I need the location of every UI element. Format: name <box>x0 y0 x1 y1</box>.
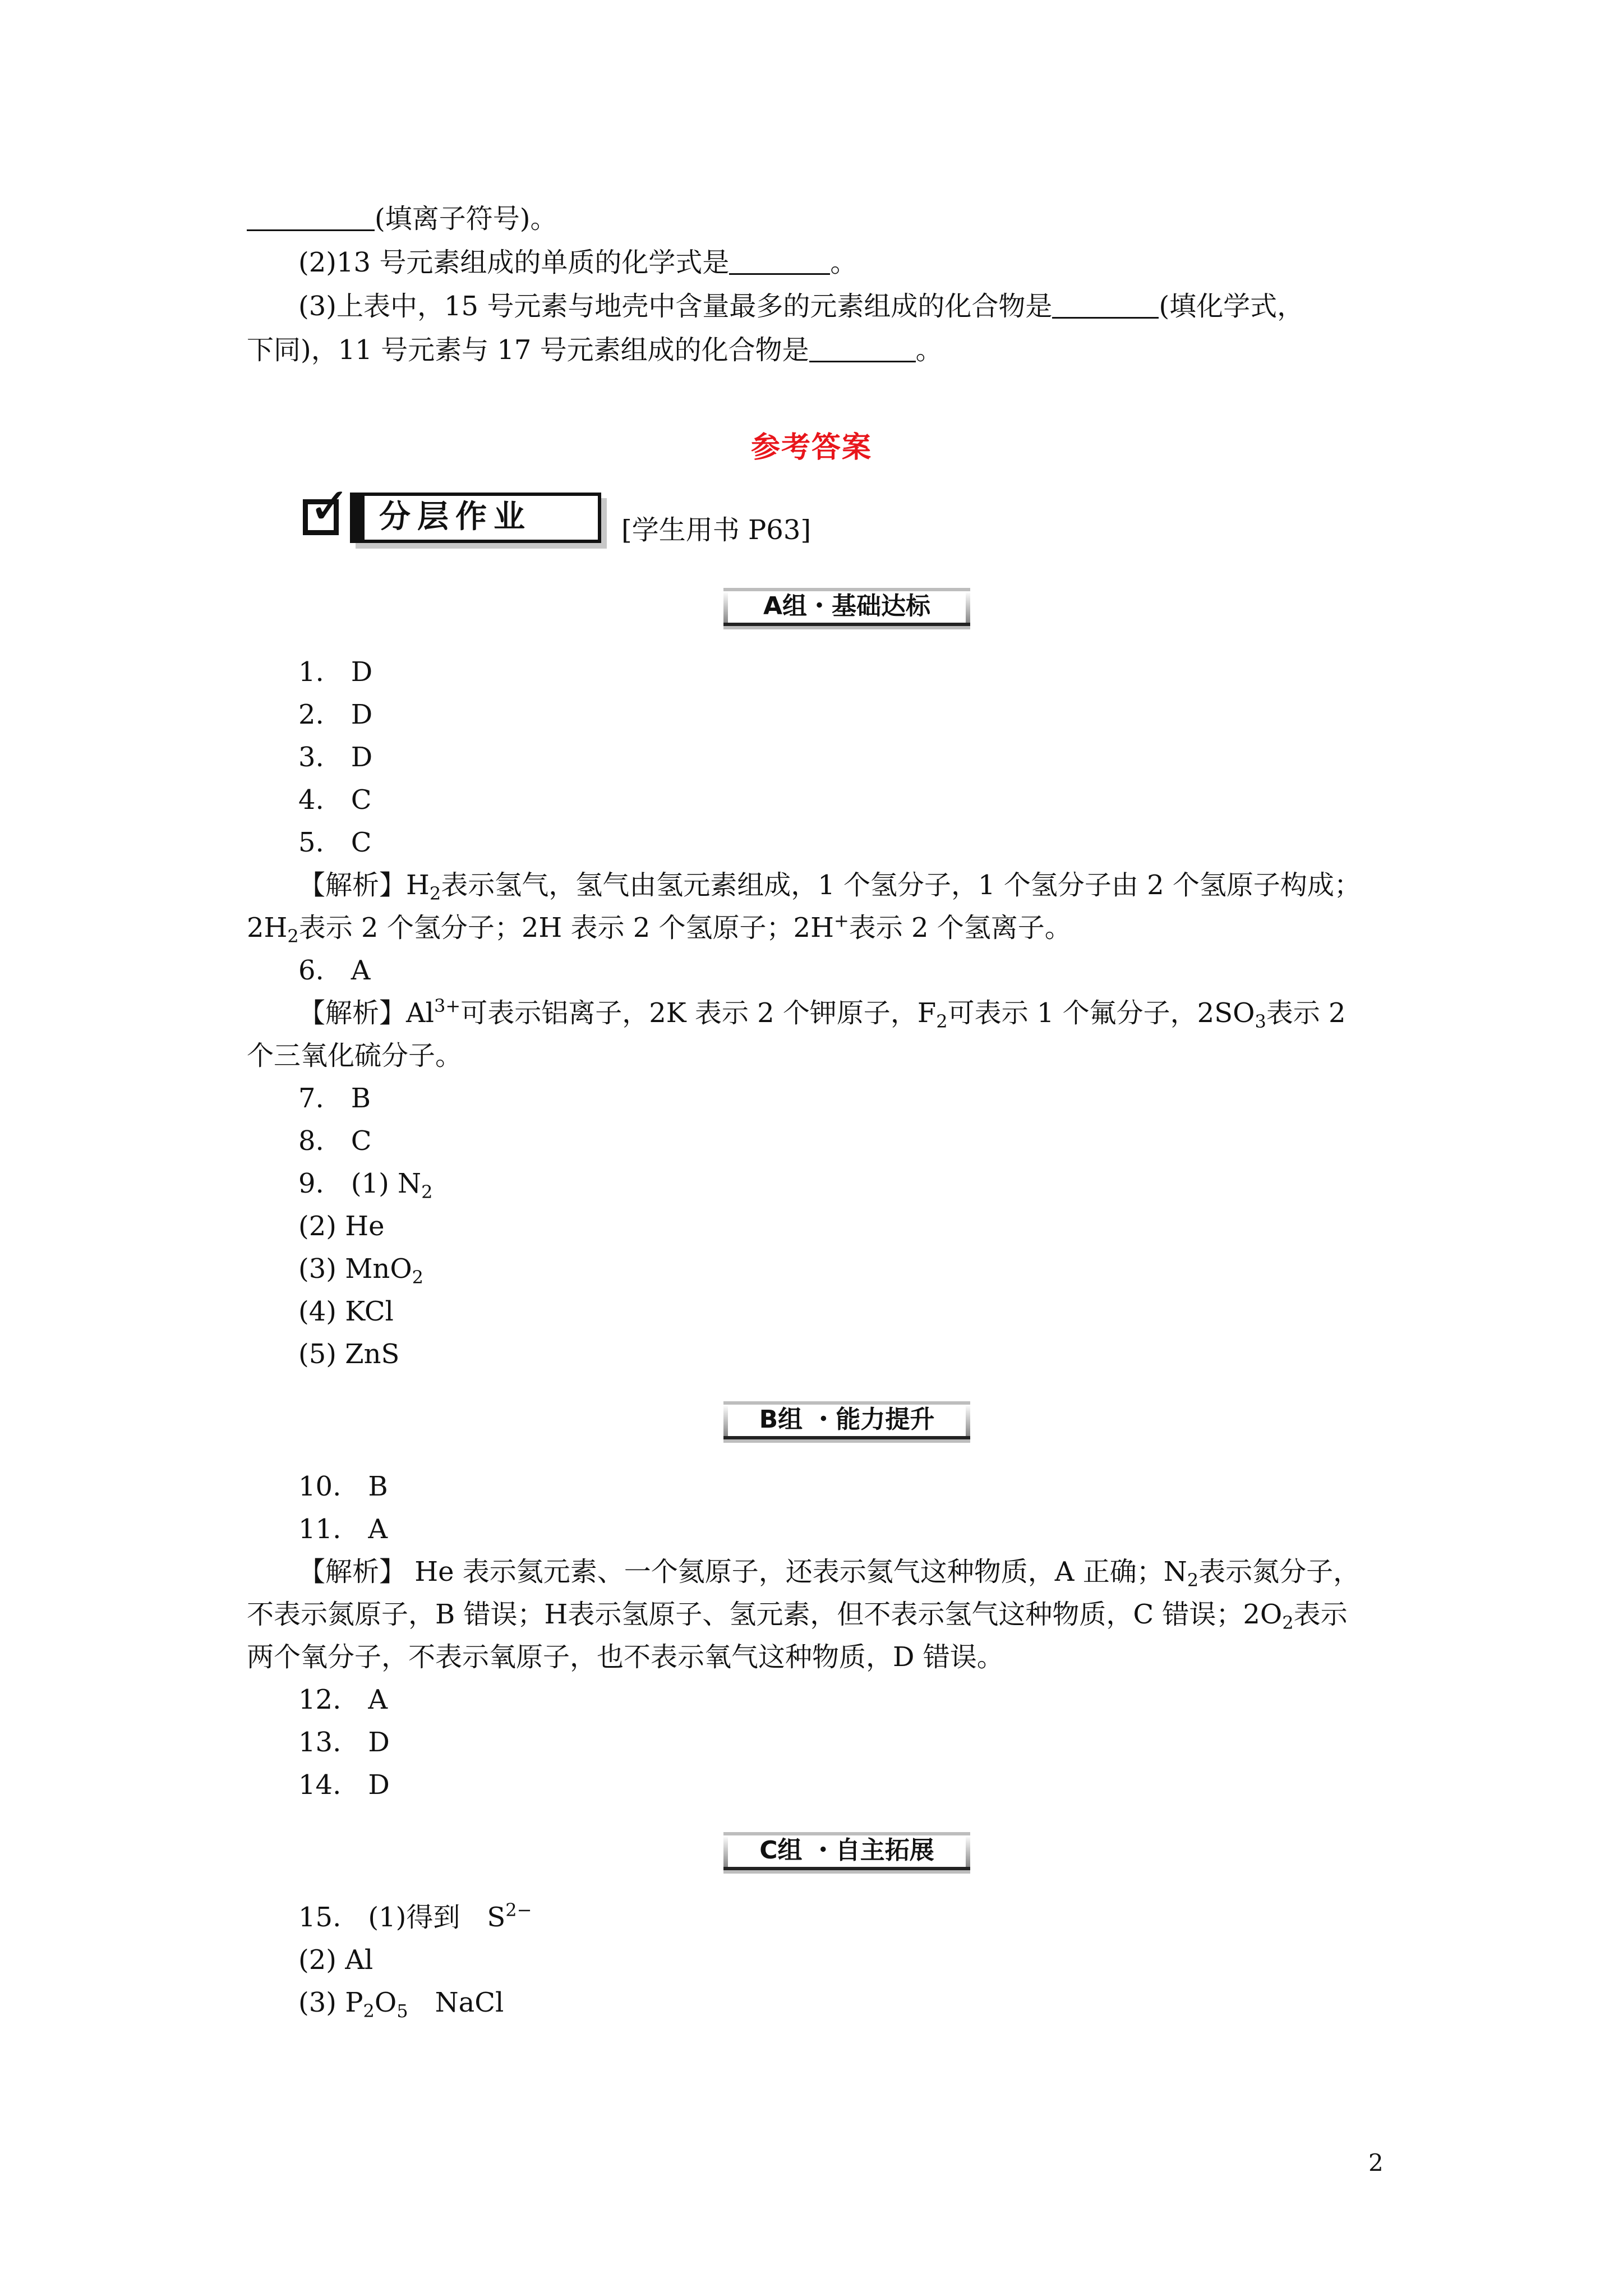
group-a-header: A组・基础达标 <box>723 588 970 629</box>
answer-15-1 <box>298 1901 532 1934</box>
intro-line-4 <box>247 333 943 367</box>
subscript: 2 <box>421 1181 433 1203</box>
fill-blank <box>1052 292 1159 319</box>
answer-8: 8. C <box>298 1125 372 1157</box>
subscript: 2 <box>936 1011 948 1032</box>
answer-11-explanation-line-2 <box>247 1598 1348 1634</box>
subscript: 5 <box>396 2000 408 2022</box>
subscript: 2 <box>287 926 299 947</box>
answer-13: 13. D <box>298 1727 390 1758</box>
answer-9-3 <box>298 1252 423 1286</box>
text: 【解析】 He 表示氦元素、一个氦原子，还表示氦气这种物质，A 正确；N <box>298 1556 1187 1588</box>
text: 可表示铝离子，2K 表示 2 个钾原子，F <box>460 997 937 1029</box>
text: 表示氢气，氢气由氢元素组成，1 个氢分子，1 个氢分子由 2 个氢原子构成； <box>441 869 1361 901</box>
superscript: + <box>833 910 849 931</box>
intro-line-3-end: (填化学式， <box>1159 291 1304 322</box>
answer-1: 1. D <box>298 656 373 688</box>
fill-blank <box>247 205 375 231</box>
subscript: 2 <box>363 2000 375 2022</box>
page-number: 2 <box>1368 2149 1384 2177</box>
intro-line-4-end: 。 <box>915 334 943 366</box>
answer-6: 6. A <box>298 955 371 986</box>
subscript: 2 <box>412 1267 424 1288</box>
text: 【解析】Al <box>298 997 435 1029</box>
text: 表示 <box>1293 1599 1348 1630</box>
answer-9-4: (4) KCl <box>298 1296 394 1327</box>
text: 表示氮分子， <box>1198 1556 1361 1588</box>
answer-9-1 <box>298 1167 433 1203</box>
answer-12: 12. A <box>298 1684 388 1715</box>
answer-11: 11. A <box>298 1513 388 1545</box>
text: O <box>374 1987 397 2018</box>
text: 9. (1) N <box>298 1168 422 1199</box>
subscript: 2 <box>1282 1612 1294 1634</box>
intro-line-2-end: 。 <box>830 247 857 278</box>
intro-line-1-text: (填离子符号)。 <box>375 203 557 234</box>
text: 【解析】H <box>298 869 430 901</box>
group-c-header: C组 ・自主拓展 <box>723 1832 970 1874</box>
text: 不表示氮原子，B 错误；H表示氢原子、氢元素，但不表示氢气这种物质，C 错误；2O <box>247 1599 1283 1630</box>
text: NaCl <box>408 1987 504 2018</box>
answer-5-explanation-line-1 <box>298 868 1361 902</box>
subscript: 2 <box>429 883 441 904</box>
subscript: 2 <box>1187 1570 1199 1591</box>
answer-14: 14. D <box>298 1769 390 1801</box>
answer-5: 5. C <box>298 827 372 858</box>
intro-line-3-text: (3)上表中，15 号元素与地壳中含量最多的元素组成的化合物是 <box>298 291 1053 322</box>
fill-blank <box>729 249 830 275</box>
intro-line-3 <box>298 289 1304 323</box>
text: (3) MnO <box>298 1253 412 1285</box>
subscript: 3 <box>1255 1011 1266 1032</box>
answer-9-5: (5) ZnS <box>298 1338 400 1370</box>
answer-11-explanation-line-3: 两个氧分子，不表示氧原子，也不表示氧气这种物质，D 错误。 <box>247 1641 1004 1673</box>
answer-15-2: (2) Al <box>298 1944 374 1976</box>
answer-9-2: (2) He <box>298 1211 385 1242</box>
checkmark-icon: ✓ <box>308 477 351 536</box>
answer-7: 7. B <box>298 1083 371 1114</box>
text: 可表示 1 个氟分子，2SO <box>947 997 1255 1029</box>
text: 表示 2 个氢分子；2H 表示 2 个氢原子；2H <box>298 912 834 944</box>
superscript: 2− <box>505 1899 532 1921</box>
text: 15. (1)得到 S <box>298 1902 506 1933</box>
answer-6-explanation-line-2: 个三氧化硫分子。 <box>247 1040 463 1071</box>
fill-blank <box>809 336 916 362</box>
intro-line-2-text: (2)13 号元素组成的单质的化学式是 <box>298 247 730 278</box>
intro-line-2 <box>298 246 857 279</box>
group-b-header: B组 ・能力提升 <box>723 1401 970 1443</box>
answer-2: 2. D <box>298 699 373 730</box>
text: (3) P <box>298 1987 363 2018</box>
answer-3: 3. D <box>298 742 373 773</box>
answer-4: 4. C <box>298 784 372 816</box>
intro-line-1 <box>247 202 557 236</box>
text: 表示 2 个氢离子。 <box>849 912 1072 944</box>
answer-6-explanation-line-1 <box>298 996 1346 1030</box>
answer-5-explanation-line-2 <box>247 911 1072 945</box>
answer-11-explanation-line-1 <box>298 1555 1360 1589</box>
answer-10: 10. B <box>298 1471 388 1502</box>
text: 2H <box>247 912 288 944</box>
superscript: 3+ <box>434 995 461 1016</box>
banner-reference: [学生用书 P63] <box>621 514 811 546</box>
text: 表示 2 <box>1266 997 1346 1029</box>
answer-15-3 <box>298 1986 504 2022</box>
section-banner: 分层作业 <box>350 493 601 543</box>
intro-line-4-text: 下同)，11 号元素与 17 号元素组成的化合物是 <box>247 334 809 366</box>
answers-title: 参考答案 <box>750 431 872 464</box>
